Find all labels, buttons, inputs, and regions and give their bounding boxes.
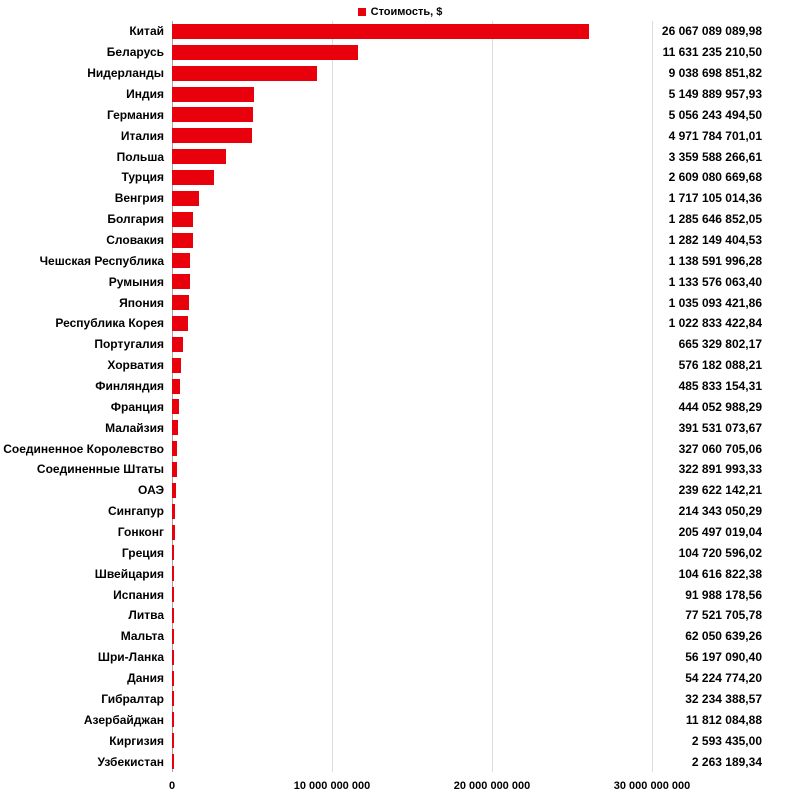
- bar-track: [172, 316, 652, 331]
- bar[interactable]: [172, 545, 174, 560]
- chart-row: [0, 668, 800, 689]
- bar-track: [172, 191, 652, 206]
- bar[interactable]: [172, 191, 199, 206]
- bar[interactable]: [172, 253, 190, 268]
- category-label: ОАЭ: [138, 483, 164, 498]
- bar[interactable]: [172, 45, 358, 60]
- bar-track: [172, 629, 652, 644]
- category-label: Турция: [121, 170, 164, 185]
- chart-rows: [0, 21, 800, 772]
- bar[interactable]: [172, 629, 174, 644]
- bar[interactable]: [172, 733, 174, 748]
- x-axis-track: [168, 772, 691, 800]
- bar-track: [172, 420, 652, 435]
- chart-row: [0, 501, 800, 522]
- bar-track: [172, 149, 652, 164]
- value-label: 5 149 889 957,93: [668, 87, 762, 101]
- bar-track: [172, 107, 652, 122]
- x-tick-label: 0: [168, 780, 176, 792]
- bar[interactable]: [172, 233, 193, 248]
- value-label: 2 263 189,34: [691, 754, 762, 769]
- bar[interactable]: [172, 66, 317, 81]
- bar[interactable]: [172, 316, 188, 331]
- chart-row: [0, 313, 800, 334]
- chart-row: [0, 709, 800, 730]
- value-label: 214 343 050,29: [678, 504, 762, 519]
- category-label: Индия: [126, 87, 164, 101]
- chart-row: [0, 689, 800, 710]
- value-label: 1 133 576 063,40: [668, 274, 762, 289]
- bar-track: [172, 337, 652, 352]
- bar[interactable]: [172, 379, 180, 394]
- category-label: Гибралтар: [101, 691, 164, 706]
- value-label: 3 359 588 266,61: [668, 149, 762, 164]
- bar[interactable]: [172, 671, 174, 686]
- bar[interactable]: [172, 87, 254, 102]
- bar[interactable]: [172, 587, 174, 602]
- bar-track: [172, 358, 652, 373]
- bar[interactable]: [172, 525, 175, 540]
- category-label: Румыния: [108, 274, 164, 289]
- value-label: 77 521 705,78: [685, 608, 762, 623]
- bar-track: [172, 650, 652, 665]
- bar[interactable]: [172, 337, 183, 352]
- chart-row: [0, 480, 800, 501]
- category-label: Польша: [116, 149, 164, 164]
- value-label: 4 971 784 701,01: [668, 128, 762, 143]
- chart-row: [0, 250, 800, 271]
- x-tick-label: 10 000 000 000: [293, 780, 371, 792]
- chart-row: [0, 563, 800, 584]
- bar-track: [172, 379, 652, 394]
- x-tick-label: 30 000 000 000: [613, 780, 691, 792]
- bar[interactable]: [172, 608, 174, 623]
- chart-row: [0, 230, 800, 251]
- bar-track: [172, 733, 652, 748]
- bar[interactable]: [172, 295, 189, 310]
- chart-row: [0, 751, 800, 772]
- x-axis-spacer: [0, 772, 172, 800]
- category-label: Чешская Республика: [39, 253, 164, 268]
- bar-track: [172, 295, 652, 310]
- value-label: 32 234 388,57: [685, 691, 762, 706]
- value-label: 485 833 154,31: [678, 379, 762, 394]
- chart-row: [0, 605, 800, 626]
- bar[interactable]: [172, 650, 174, 665]
- chart-row: [0, 104, 800, 125]
- value-label: 54 224 774,20: [685, 671, 762, 686]
- category-label: Хорватия: [107, 358, 164, 373]
- chart-row: [0, 271, 800, 292]
- chart-row: [0, 167, 800, 188]
- bar-track: [172, 66, 652, 81]
- bar-track: [172, 608, 652, 623]
- bar[interactable]: [172, 712, 174, 727]
- bar[interactable]: [172, 149, 226, 164]
- category-label: Дания: [127, 671, 164, 686]
- category-label: Венгрия: [114, 191, 164, 206]
- bar[interactable]: [172, 128, 252, 143]
- chart-row: [0, 334, 800, 355]
- chart-row: [0, 376, 800, 397]
- category-label: Шри-Ланка: [97, 650, 164, 665]
- category-label: Сингапур: [107, 504, 164, 519]
- bar-track: [172, 128, 652, 143]
- legend-label: Стоимость, $: [370, 6, 443, 18]
- bar[interactable]: [172, 107, 253, 122]
- value-label: 104 720 596,02: [678, 545, 762, 560]
- category-label: Азербайджан: [83, 712, 164, 727]
- value-label: 9 038 698 851,82: [668, 66, 762, 81]
- bar[interactable]: [172, 504, 175, 519]
- bar-track: [172, 671, 652, 686]
- value-label: 91 988 178,56: [685, 587, 762, 602]
- value-label: 2 609 080 669,68: [668, 170, 762, 185]
- category-label: Гонконг: [117, 525, 164, 540]
- bar[interactable]: [172, 566, 174, 581]
- bar-track: [172, 691, 652, 706]
- chart-row: [0, 438, 800, 459]
- chart-row: [0, 396, 800, 417]
- bar-track: [172, 441, 652, 456]
- value-label: 1 022 833 422,84: [668, 316, 762, 331]
- category-label: Литва: [128, 608, 164, 623]
- bar-track: [172, 45, 652, 60]
- value-label: 1 285 646 852,05: [668, 212, 762, 227]
- chart-row: [0, 522, 800, 543]
- category-label: Беларусь: [106, 45, 164, 60]
- category-label: Швейцария: [94, 566, 164, 581]
- category-label: Соединенное Королевство: [3, 441, 164, 456]
- value-label: 11 812 084,88: [685, 712, 762, 727]
- bar-track: [172, 483, 652, 498]
- chart-row: [0, 146, 800, 167]
- value-label: 327 060 705,06: [678, 441, 762, 456]
- chart-row: [0, 584, 800, 605]
- bar-track: [172, 274, 652, 289]
- bar-track: [172, 566, 652, 581]
- value-label: 1 717 105 014,36: [668, 191, 762, 206]
- value-label: 576 182 088,21: [678, 358, 762, 373]
- bar[interactable]: [172, 462, 177, 477]
- bar[interactable]: [172, 420, 178, 435]
- value-label: 665 329 802,17: [678, 337, 762, 352]
- value-label: 26 067 089 089,98: [661, 24, 762, 39]
- chart-row: [0, 730, 800, 751]
- category-label: Словакия: [106, 233, 164, 248]
- category-label: Соединенные Штаты: [36, 462, 164, 477]
- bar[interactable]: [172, 170, 214, 185]
- value-label: 104 616 822,38: [678, 566, 762, 581]
- bar[interactable]: [172, 212, 193, 227]
- bar-track: [172, 87, 652, 102]
- chart-row: [0, 417, 800, 438]
- value-label: 11 631 235 210,50: [662, 45, 762, 60]
- plot-area: [0, 21, 800, 772]
- category-label: Франция: [110, 399, 164, 414]
- bar-track: [172, 504, 652, 519]
- bar[interactable]: [172, 399, 179, 414]
- bar[interactable]: [172, 358, 181, 373]
- bar-track: [172, 399, 652, 414]
- chart-row: [0, 21, 800, 42]
- category-label: Германия: [106, 107, 164, 122]
- bar-track: [172, 212, 652, 227]
- category-label: Португалия: [94, 337, 164, 352]
- chart-row: [0, 63, 800, 84]
- category-label: Италия: [120, 128, 164, 143]
- bar[interactable]: [172, 441, 177, 456]
- bar-track: [172, 170, 652, 185]
- chart-row: [0, 188, 800, 209]
- category-label: Испания: [113, 587, 164, 602]
- bar-track: [172, 253, 652, 268]
- bar-track: [172, 24, 652, 39]
- category-label: Республика Корея: [55, 316, 164, 331]
- category-label: Болгария: [107, 212, 164, 227]
- chart-row: [0, 459, 800, 480]
- category-label: Киргизия: [109, 733, 164, 748]
- bar[interactable]: [172, 274, 190, 289]
- chart-row: [0, 84, 800, 105]
- bar[interactable]: [172, 691, 174, 706]
- bar-track: [172, 712, 652, 727]
- category-label: Греция: [121, 545, 164, 560]
- value-label: 444 052 988,29: [678, 399, 762, 414]
- x-axis: [0, 772, 800, 800]
- value-label: 1 138 591 996,28: [668, 253, 762, 268]
- chart-row: [0, 542, 800, 563]
- category-label: Нидерланды: [87, 66, 164, 81]
- bar[interactable]: [172, 754, 174, 769]
- chart-row: [0, 42, 800, 63]
- value-label: 1 035 093 421,86: [668, 295, 762, 310]
- bar-track: [172, 545, 652, 560]
- bar-track: [172, 233, 652, 248]
- value-label: 62 050 639,26: [685, 629, 762, 644]
- value-label: 239 622 142,21: [678, 483, 762, 498]
- value-label: 56 197 090,40: [685, 650, 762, 665]
- chart-row: [0, 209, 800, 230]
- category-label: Узбекистан: [97, 754, 164, 769]
- chart-row: [0, 292, 800, 313]
- category-label: Мальта: [120, 629, 164, 644]
- value-label: 205 497 019,04: [678, 525, 762, 540]
- category-label: Малайзия: [105, 420, 164, 435]
- value-label: 2 593 435,00: [691, 733, 762, 748]
- category-label: Япония: [119, 295, 164, 310]
- bar-track: [172, 587, 652, 602]
- chart-row: [0, 626, 800, 647]
- bar[interactable]: [172, 483, 176, 498]
- chart-legend: [0, 3, 800, 21]
- value-label: 1 282 149 404,53: [668, 233, 762, 248]
- category-label: Финляндия: [95, 379, 164, 394]
- value-label: 391 531 073,67: [678, 420, 762, 435]
- bar[interactable]: [172, 24, 589, 39]
- chart-row: [0, 125, 800, 146]
- value-label: 5 056 243 494,50: [668, 107, 762, 122]
- legend-swatch-icon: [358, 8, 366, 16]
- bar-track: [172, 754, 652, 769]
- value-label: 322 891 993,33: [678, 462, 762, 477]
- bar-track: [172, 525, 652, 540]
- chart-row: [0, 355, 800, 376]
- chart-row: [0, 647, 800, 668]
- bar-track: [172, 462, 652, 477]
- x-tick-label: 20 000 000 000: [453, 780, 531, 792]
- category-label: Китай: [129, 24, 164, 39]
